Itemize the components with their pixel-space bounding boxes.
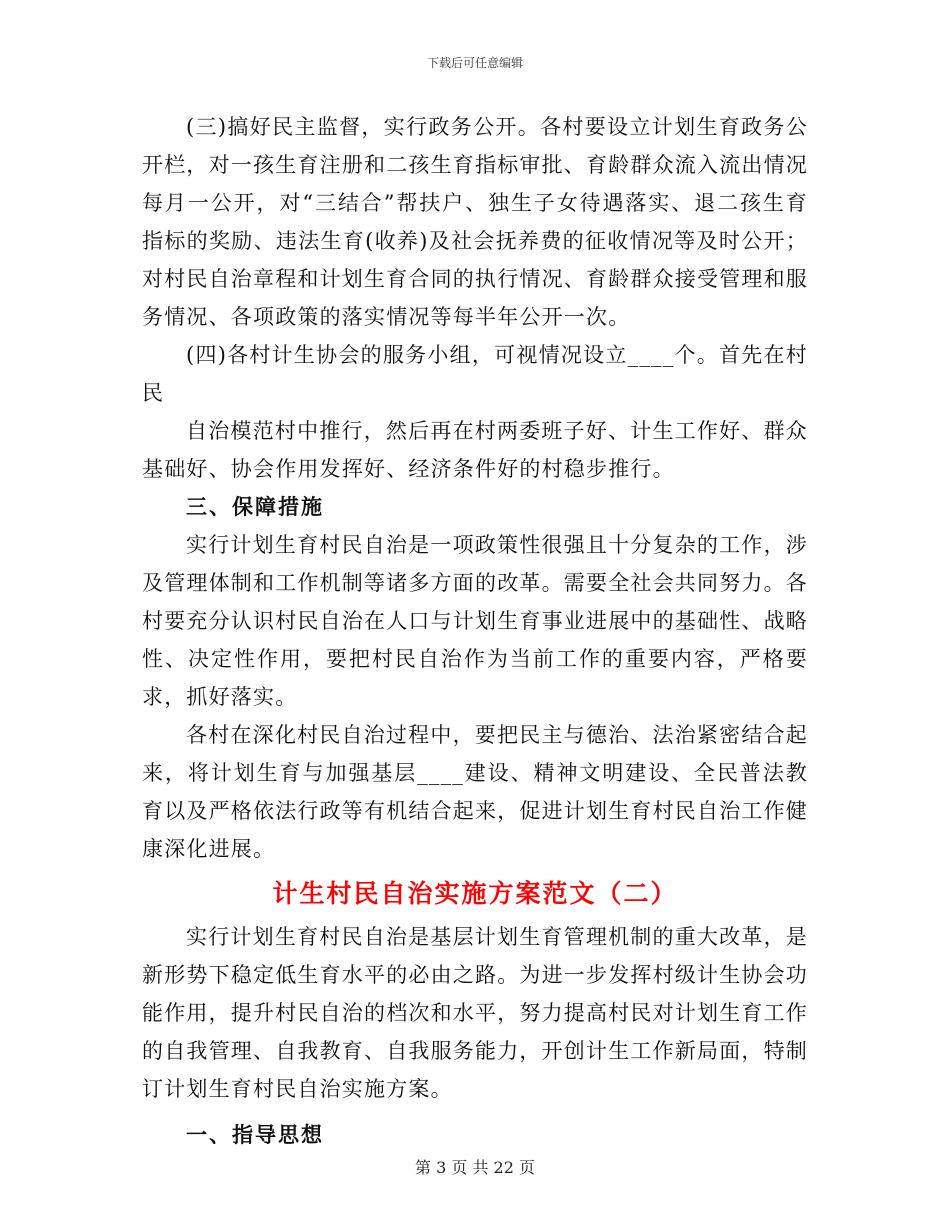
paragraph-intro-2: 实行计划生育村民自治是基层计划生育管理机制的重大改革，是新形势下稳定低生育水平的必由之路。为进一步发挥村级计生协会功能作用，提升村民自治的档次和水平，努力提高村民对计划生育工作的自我管理、自我教育、自我服务能力，开创计生工作新局面，特制订计划生育村民自治实施方案。	[142, 925, 808, 1101]
document-body	[142, 108, 808, 1154]
paragraph-policy: 实行计划生育村民自治是一项政策性很强且十分复杂的工作，涉及管理体制和工作机制等诸多方面的改革。需要全社会共同努力。各村要充分认识村民自治在人口与计划生育事业进展中的基础性、战略性、决定性作用，要把村民自治作为当前工作的重要内容，严格要求，抓好落实。	[142, 533, 808, 709]
document-title-2: 计生村民自治实施方案范文（二）	[272, 879, 678, 908]
paragraph-supervision: (三)搞好民主监督，实行政务公开。各村要设立计划生育政务公开栏，对一孩生育注册和二孩生育指标审批、育龄群众流入流出情况每月一公开，对“三结合”帮扶户、独生子女待遇落实、退二孩生育指标的奖励、违法生育(收养)及社会抚养费的征收情况等及时公开；对村民自治章程和计划生育合同的执行情况、育龄群众接受管理和服务情况、各项政策的落实情况等每半年公开一次。	[142, 115, 808, 329]
paragraph-model-village: 自治模范村中推行，然后再在村两委班子好、计生工作好、群众基础好、协会作用发挥好、经济条件好的村稳步推行。	[142, 419, 808, 481]
section-heading-safeguards: 三、保障措施	[186, 495, 324, 519]
page-footer: 第 3 页 共 22 页	[415, 1158, 535, 1177]
page-header: 下载后可任意编辑	[426, 56, 523, 70]
paragraph-deepening: 各村在深化村民自治过程中，要把民主与德治、法治紧密结合起来，将计划生育与加强基层____建设、精神文明建设、全民普法教育以及严格依法行政等有机结合起来，促进计划生育村民自治工作健康深化进展。	[142, 723, 808, 861]
section-heading-guiding-ideology: 一、指导思想	[186, 1123, 324, 1147]
paragraph-service-group: (四)各村计生协会的服务小组，可视情况设立____个。首先在村民	[142, 343, 808, 405]
